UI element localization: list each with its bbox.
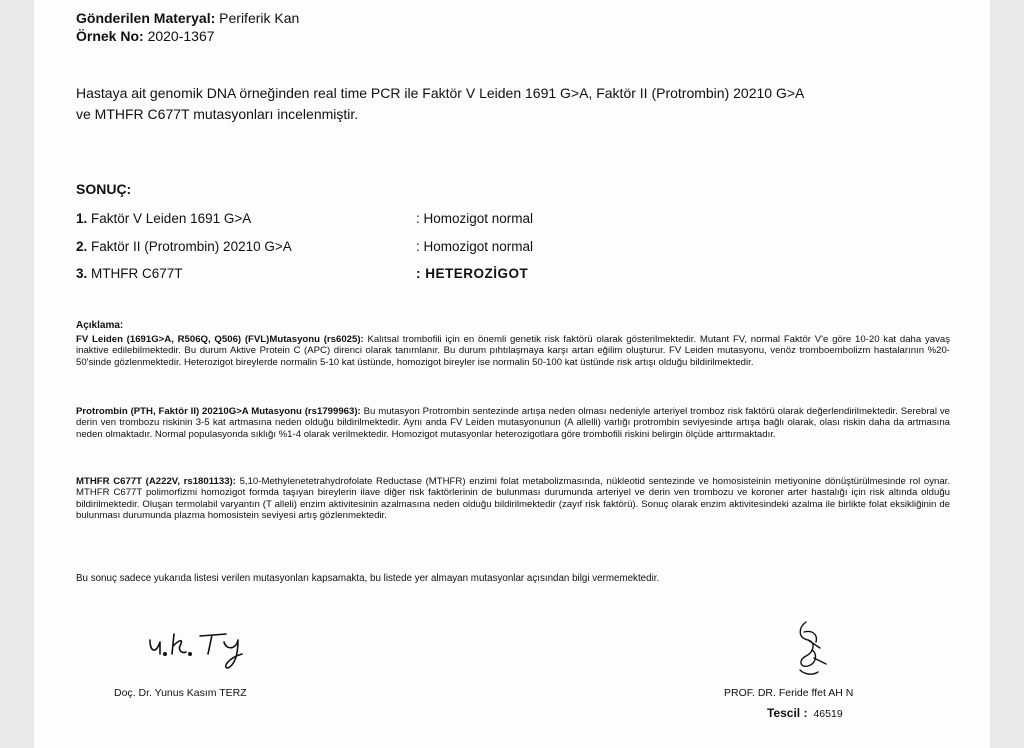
disclaimer: Bu sonuç sadece yukarıda listesi verilen mutasyonları kapsamakta, bu listede yer almayan mutasyonlar açısından bilgi vermemektedir.: [76, 573, 660, 584]
intro-line-1: Hastaya ait genomik DNA örneğinden real time PCR ile Faktör V Leiden 1691 G>A, Faktör II (Protrombin) 20210 G>A: [76, 85, 805, 101]
registration-label: Tescil :: [767, 706, 808, 720]
explanation-mthfr: [76, 476, 950, 522]
fv-heading: FV Leiden (1691G>A, R506Q, Q506) (FVL)Mutasyonu (rs6025):: [76, 334, 364, 345]
right-signature: [786, 618, 836, 680]
right-signer-name: PROF. DR. Feride ffet AH N: [724, 687, 854, 699]
result-row: [76, 266, 529, 281]
result-value-heterozygous: : HETEROZİGOT: [416, 266, 529, 281]
result-name: Faktör V Leiden 1691 G>A: [91, 211, 252, 226]
intro-paragraph: [76, 83, 956, 125]
result-row: [76, 239, 534, 254]
result-number: 3.: [76, 266, 88, 281]
result-row: [76, 211, 534, 226]
material-line: [76, 10, 299, 27]
fv-text: Kalıtsal trombofili için en önemli genetik risk faktörü olarak gösterilmektedir. Mutant FV, normal Faktör V'e göre 10-20 kat daha yavaş inaktive edilebilmektedir. Bu durum Aktive Protein C (APC) direnci olarak tanımlanır. Bu durum pıhtılaşmaya karşı artan eğilim oluşturur. FV Leiden mutasyonu, venöz tromboembolizm hastalarının %20-50'sinde gözlenmektedir. Heterozigot bireylerde normalin 5-10 kat üstünde, homozigot bireyler ise normalin 50-100 kat üstünde risk artışı olduğu bildirilmektedir.: [76, 334, 951, 368]
result-title: SONUÇ:: [76, 181, 132, 197]
result-value: : Homozigot normal: [416, 211, 534, 226]
material-label: Gönderilen Materyal:: [76, 10, 216, 26]
mt-heading: MTHFR C677T (A222V, rs1801133):: [76, 476, 236, 487]
registration: [767, 706, 843, 720]
pt-heading: Protrombin (PTH, Faktör II) 20210G>A Mutasyonu (rs1799963):: [76, 406, 361, 417]
explanation-fv-leiden: [76, 334, 950, 368]
material-value: Periferik Kan: [219, 10, 300, 26]
explanation-title: Açıklama:: [76, 320, 124, 331]
intro-line-2: ve MTHFR C677T mutasyonları incelenmiştir.: [76, 106, 359, 122]
sample-line: [76, 28, 215, 45]
left-signer-name: Doç. Dr. Yunus Kasım TERZ: [114, 687, 247, 699]
explanation-prothrombin: [76, 406, 950, 440]
document-page: [34, 0, 990, 748]
result-name: Faktör II (Protrombin) 20210 G>A: [91, 239, 292, 254]
mt-text: 5,10-Methylenetetrahydrofolate Reductase (MTHFR) enzimi folat metabolizmasında, nükleotid sentezinde ve homosisteinin metiyonine dönüştürülmesinde rol oynar. MTHFR C677T polimorfizmi homozigot formda taşıyan bireylerin ilave diğer risk faktörlerinin de bulunması durumunda arteriyel ve derin ven trombozu ve koroner arter hastalığı için risk altında olduğu bildirilmektedir. Oluşan termolabil varyantın (T alleli) enzim aktivitesinin azalmasına neden olduğu bildirilmektedir (zayıf risk faktörü). Sonuç olarak enzim aktivitesindeki azalma ile birlikte folat eksikliğinin de bulunması durumunda plazma homosistein seviyesi artış gözlenmektedir.: [76, 476, 950, 522]
registration-number: 46519: [813, 708, 843, 720]
sample-label: Örnek No:: [76, 28, 144, 44]
pt-text: Bu mutasyon Protrombin sentezinde artışa neden olması nedeniyle arteriyel tromboz risk faktörü olarak değerlendirilmektedir. Serebral ve derin ven trombozu riskinin 3-5 kat artmasına neden olduğu bildirilmektedir. Aynı anda FV Leiden mutasyonunun (A allelli) varlığı protrombin seviyesinde artışa bağlı olarak, olası riskin daha da artmasına neden olmaktadır. Normal populasyonda sıklığı %1-4 olarak verilmektedir. Homozigot mutasyonlar heterozigotlara göre trombofili riskini belirgin ölçüde arttırmaktadır.: [76, 406, 950, 440]
result-number: 1.: [76, 211, 88, 226]
left-signature: [146, 628, 266, 670]
result-name: MTHFR C677T: [91, 266, 183, 281]
result-number: 2.: [76, 239, 88, 254]
sample-value: 2020-1367: [147, 28, 215, 44]
result-value: : Homozigot normal: [416, 239, 534, 254]
